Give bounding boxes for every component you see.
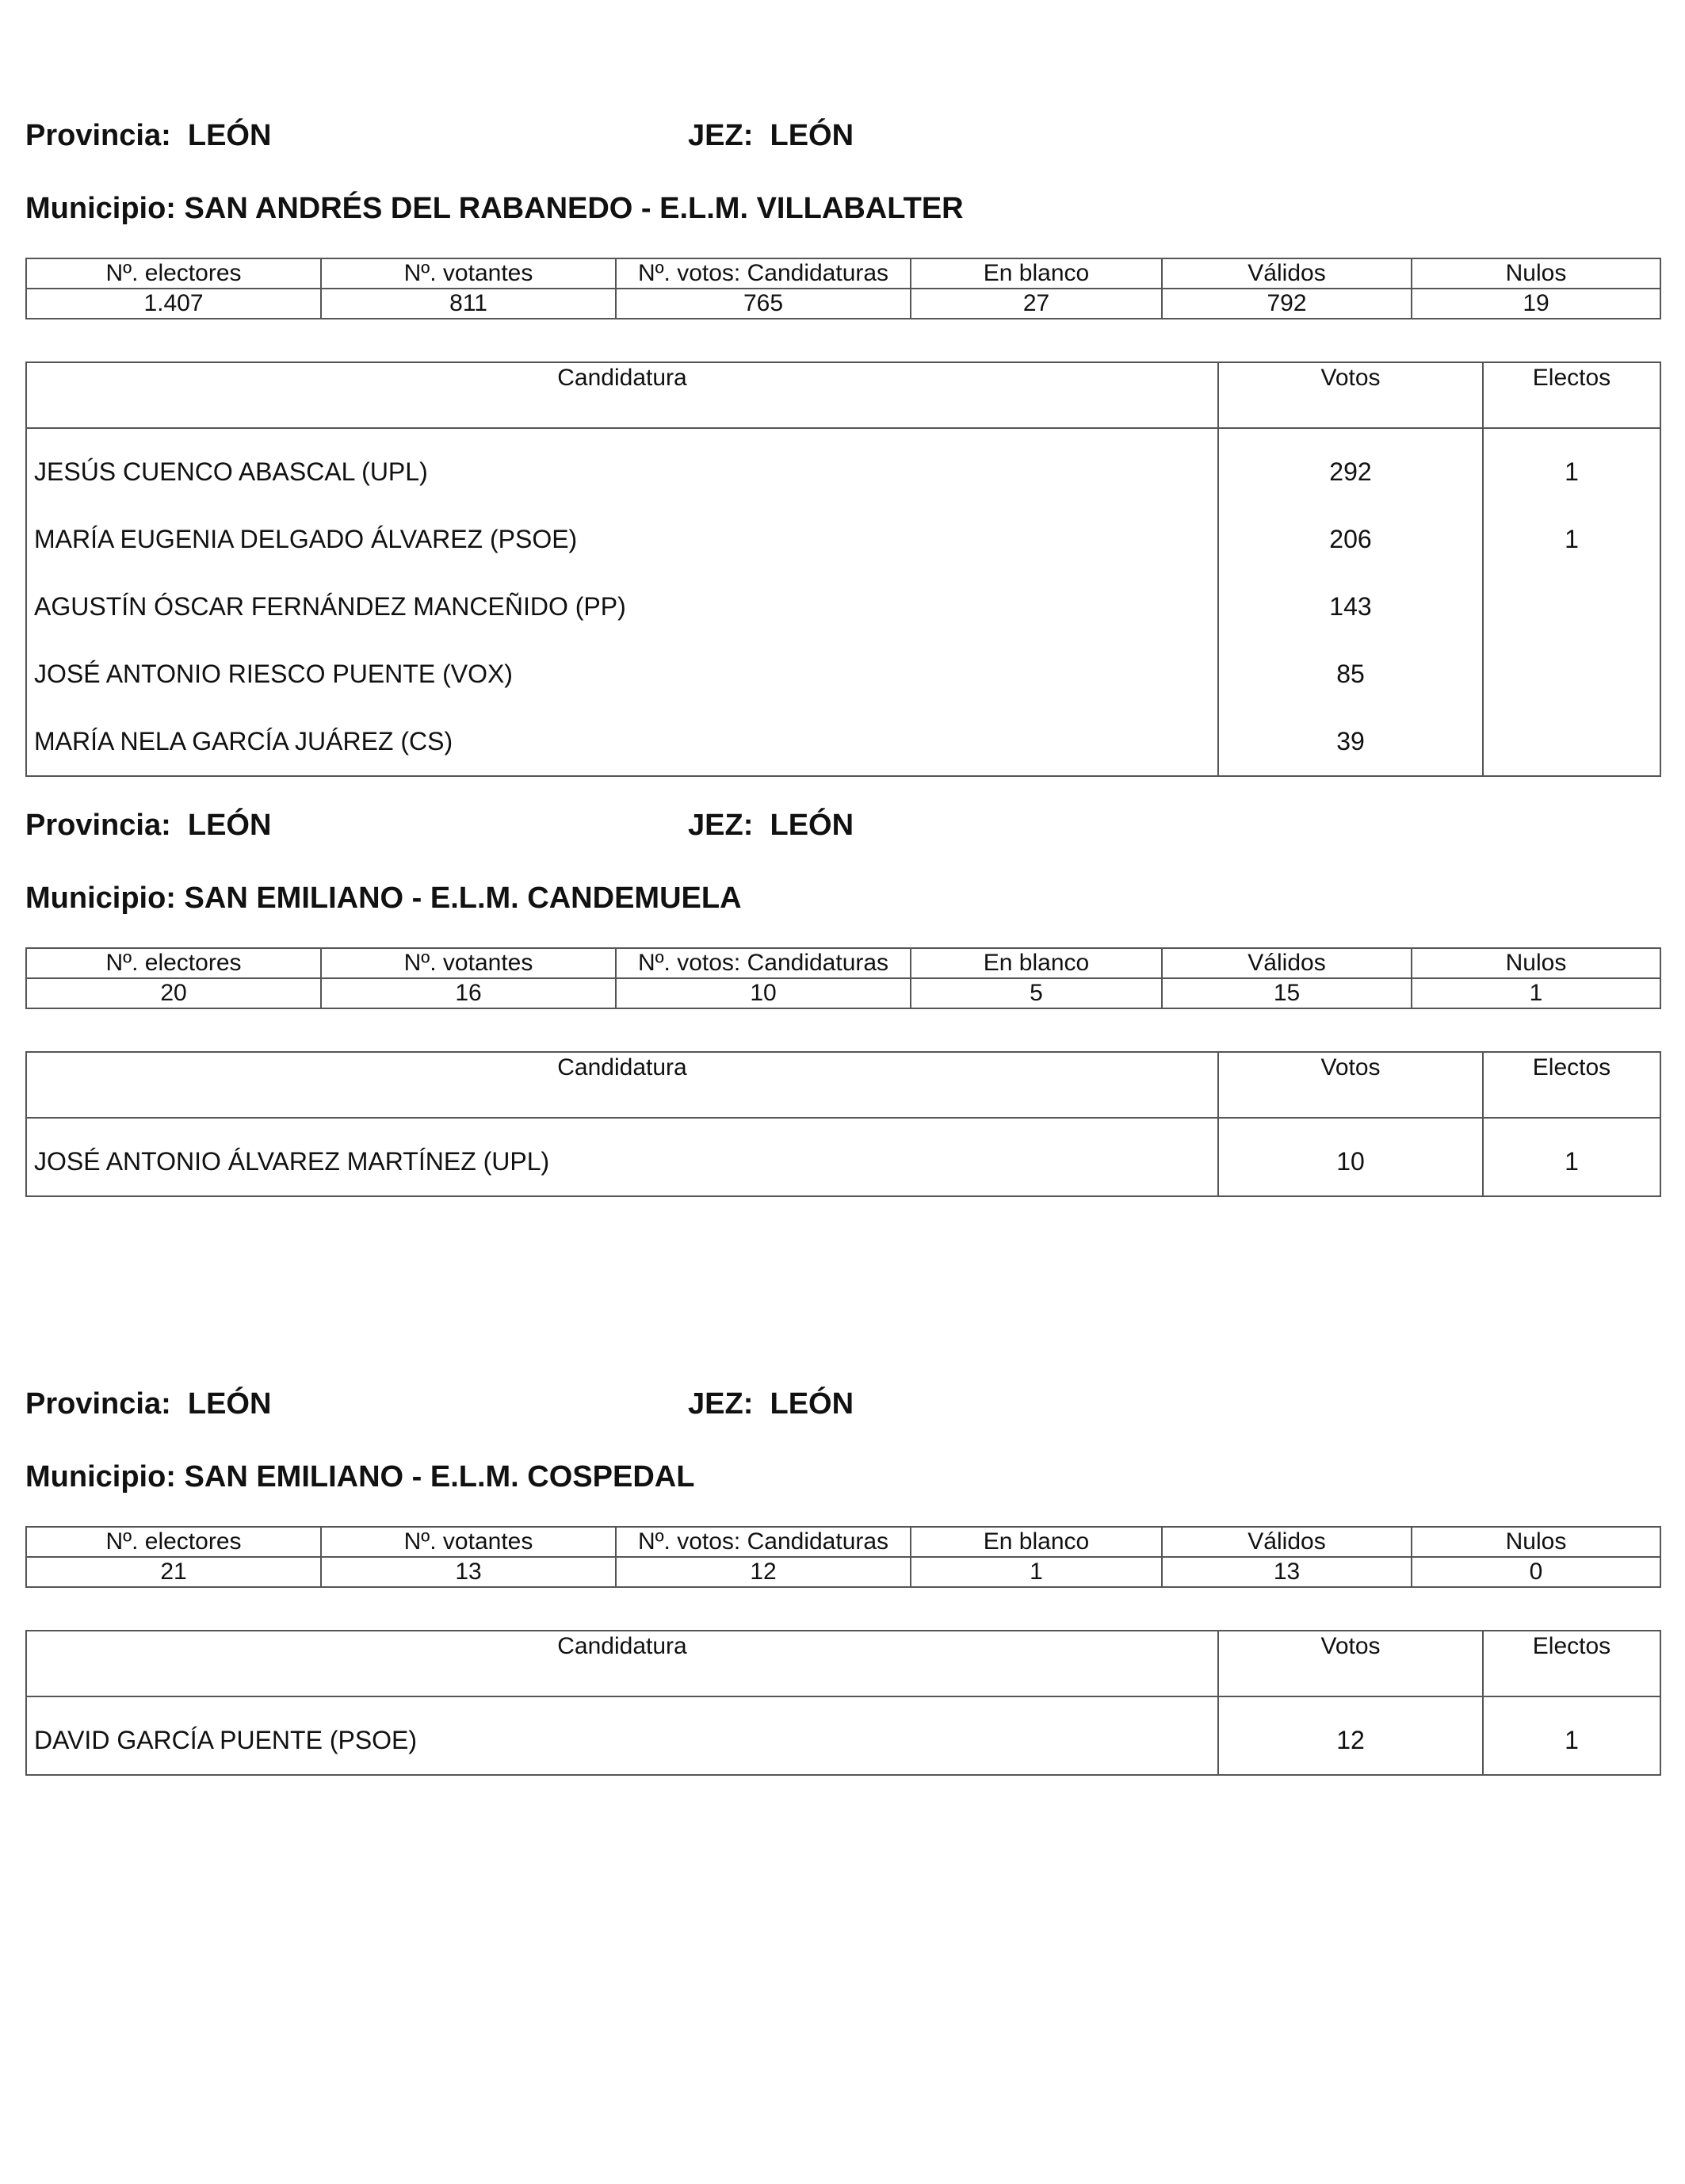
summary-header-row xyxy=(26,1527,1660,1557)
value-votos-candidaturas: 10 xyxy=(616,978,911,1008)
candidates-header-row xyxy=(26,1052,1660,1118)
candidate-votos: 143 xyxy=(1218,573,1483,641)
value-en-blanco: 27 xyxy=(911,289,1162,319)
candidate-electos xyxy=(1483,573,1660,641)
summary-value-row xyxy=(26,289,1660,319)
provincia-label: Provincia: xyxy=(25,809,171,842)
candidate-row xyxy=(26,641,1660,708)
header-nulos: Nulos xyxy=(1412,1527,1660,1557)
summary-table xyxy=(25,258,1661,319)
provincia-value: LEÓN xyxy=(187,119,272,152)
value-votantes: 13 xyxy=(321,1557,616,1587)
candidate-votos: 292 xyxy=(1218,428,1483,506)
value-votantes: 16 xyxy=(321,978,616,1008)
header-votos: Votos xyxy=(1218,1631,1483,1696)
header-electores: Nº. electores xyxy=(26,948,321,978)
value-nulos: 19 xyxy=(1412,289,1660,319)
header-votantes: Nº. votantes xyxy=(321,1527,616,1557)
header-votantes: Nº. votantes xyxy=(321,258,616,289)
provincia-value: LEÓN xyxy=(187,809,272,842)
municipio-label: Municipio: xyxy=(25,192,176,225)
candidate-name: JOSÉ ANTONIO RIESCO PUENTE (VOX) xyxy=(34,660,513,688)
jez-line xyxy=(688,810,854,840)
value-nulos: 1 xyxy=(1412,978,1660,1008)
municipio-value: SAN EMILIANO - E.L.M. COSPEDAL xyxy=(184,1460,695,1494)
candidate-name: JESÚS CUENCO ABASCAL (UPL) xyxy=(34,457,428,486)
candidates-header-row xyxy=(26,362,1660,428)
header-en-blanco: En blanco xyxy=(911,948,1162,978)
candidate-votos: 39 xyxy=(1218,708,1483,776)
value-votos-candidaturas: 765 xyxy=(616,289,911,319)
provincia-value: LEÓN xyxy=(187,1387,272,1421)
candidates-table xyxy=(25,361,1661,777)
value-electores: 1.407 xyxy=(26,289,321,319)
value-en-blanco: 1 xyxy=(911,1557,1162,1587)
summary-value-row xyxy=(26,1557,1660,1587)
header-en-blanco: En blanco xyxy=(911,1527,1162,1557)
candidate-votos: 12 xyxy=(1218,1696,1483,1775)
value-validos: 15 xyxy=(1162,978,1412,1008)
summary-table xyxy=(25,1526,1661,1588)
value-en-blanco: 5 xyxy=(911,978,1162,1008)
header-validos: Válidos xyxy=(1162,258,1412,289)
municipio-label: Municipio: xyxy=(25,882,176,915)
value-validos: 13 xyxy=(1162,1557,1412,1587)
value-electores: 21 xyxy=(26,1557,321,1587)
candidate-votos: 206 xyxy=(1218,506,1483,573)
header-electos: Electos xyxy=(1483,362,1660,428)
header-candidatura: Candidatura xyxy=(26,1052,1218,1118)
candidate-name: MARÍA EUGENIA DELGADO ÁLVAREZ (PSOE) xyxy=(34,525,578,553)
candidate-votos: 10 xyxy=(1218,1118,1483,1196)
header-votos-candidaturas: Nº. votos: Candidaturas xyxy=(616,948,911,978)
header-en-blanco: En blanco xyxy=(911,258,1162,289)
header-votos-candidaturas: Nº. votos: Candidaturas xyxy=(616,1527,911,1557)
summary-value-row xyxy=(26,978,1660,1008)
candidates-table xyxy=(25,1051,1661,1197)
provincia-label: Provincia: xyxy=(25,119,171,152)
summary-header-row xyxy=(26,258,1660,289)
jez-label: JEZ: xyxy=(688,1387,754,1421)
value-nulos: 0 xyxy=(1412,1557,1660,1587)
provincia-line xyxy=(25,810,271,840)
header-candidatura: Candidatura xyxy=(26,362,1218,428)
jez-value: LEÓN xyxy=(770,809,854,842)
jez-line xyxy=(688,120,854,151)
jez-line xyxy=(688,1389,854,1419)
candidate-row xyxy=(26,708,1660,776)
provincia-label: Provincia: xyxy=(25,1387,171,1421)
candidate-electos: 1 xyxy=(1483,428,1660,506)
summary-table xyxy=(25,947,1661,1009)
header-electores: Nº. electores xyxy=(26,1527,321,1557)
jez-label: JEZ: xyxy=(688,809,754,842)
provincia-line xyxy=(25,120,271,151)
provincia-line xyxy=(25,1389,271,1419)
value-votos-candidaturas: 12 xyxy=(616,1557,911,1587)
header-electores: Nº. electores xyxy=(26,258,321,289)
header-votos: Votos xyxy=(1218,1052,1483,1118)
candidate-name: MARÍA NELA GARCÍA JUÁREZ (CS) xyxy=(34,727,453,755)
header-electos: Electos xyxy=(1483,1052,1660,1118)
value-votantes: 811 xyxy=(321,289,616,319)
candidate-votos: 85 xyxy=(1218,641,1483,708)
candidate-electos: 1 xyxy=(1483,506,1660,573)
municipio-label: Municipio: xyxy=(25,1460,176,1494)
header-votos: Votos xyxy=(1218,362,1483,428)
jez-label: JEZ: xyxy=(688,119,754,152)
candidates-header-row xyxy=(26,1631,1660,1696)
value-validos: 792 xyxy=(1162,289,1412,319)
summary-header-row xyxy=(26,948,1660,978)
jez-value: LEÓN xyxy=(770,1387,854,1421)
candidate-row xyxy=(26,1118,1660,1196)
header-validos: Válidos xyxy=(1162,948,1412,978)
header-validos: Válidos xyxy=(1162,1527,1412,1557)
candidate-name: AGUSTÍN ÓSCAR FERNÁNDEZ MANCEÑIDO (PP) xyxy=(34,592,626,621)
header-votantes: Nº. votantes xyxy=(321,948,616,978)
municipio-value: SAN ANDRÉS DEL RABANEDO - E.L.M. VILLABALTER xyxy=(184,192,964,225)
municipio-line xyxy=(25,883,742,913)
header-electos: Electos xyxy=(1483,1631,1660,1696)
candidate-electos xyxy=(1483,641,1660,708)
municipio-line xyxy=(25,1462,694,1492)
value-electores: 20 xyxy=(26,978,321,1008)
header-candidatura: Candidatura xyxy=(26,1631,1218,1696)
jez-value: LEÓN xyxy=(770,119,854,152)
candidate-electos xyxy=(1483,708,1660,776)
header-nulos: Nulos xyxy=(1412,258,1660,289)
municipio-value: SAN EMILIANO - E.L.M. CANDEMUELA xyxy=(184,882,742,915)
candidate-row xyxy=(26,428,1660,506)
candidate-electos: 1 xyxy=(1483,1118,1660,1196)
candidate-name: DAVID GARCÍA PUENTE (PSOE) xyxy=(34,1726,418,1754)
candidate-row xyxy=(26,573,1660,641)
candidate-name: JOSÉ ANTONIO ÁLVAREZ MARTÍNEZ (UPL) xyxy=(34,1147,550,1176)
candidate-row xyxy=(26,506,1660,573)
candidate-electos: 1 xyxy=(1483,1696,1660,1775)
candidate-row xyxy=(26,1696,1660,1775)
header-votos-candidaturas: Nº. votos: Candidaturas xyxy=(616,258,911,289)
header-nulos: Nulos xyxy=(1412,948,1660,978)
candidates-table xyxy=(25,1630,1661,1776)
municipio-line xyxy=(25,193,964,224)
